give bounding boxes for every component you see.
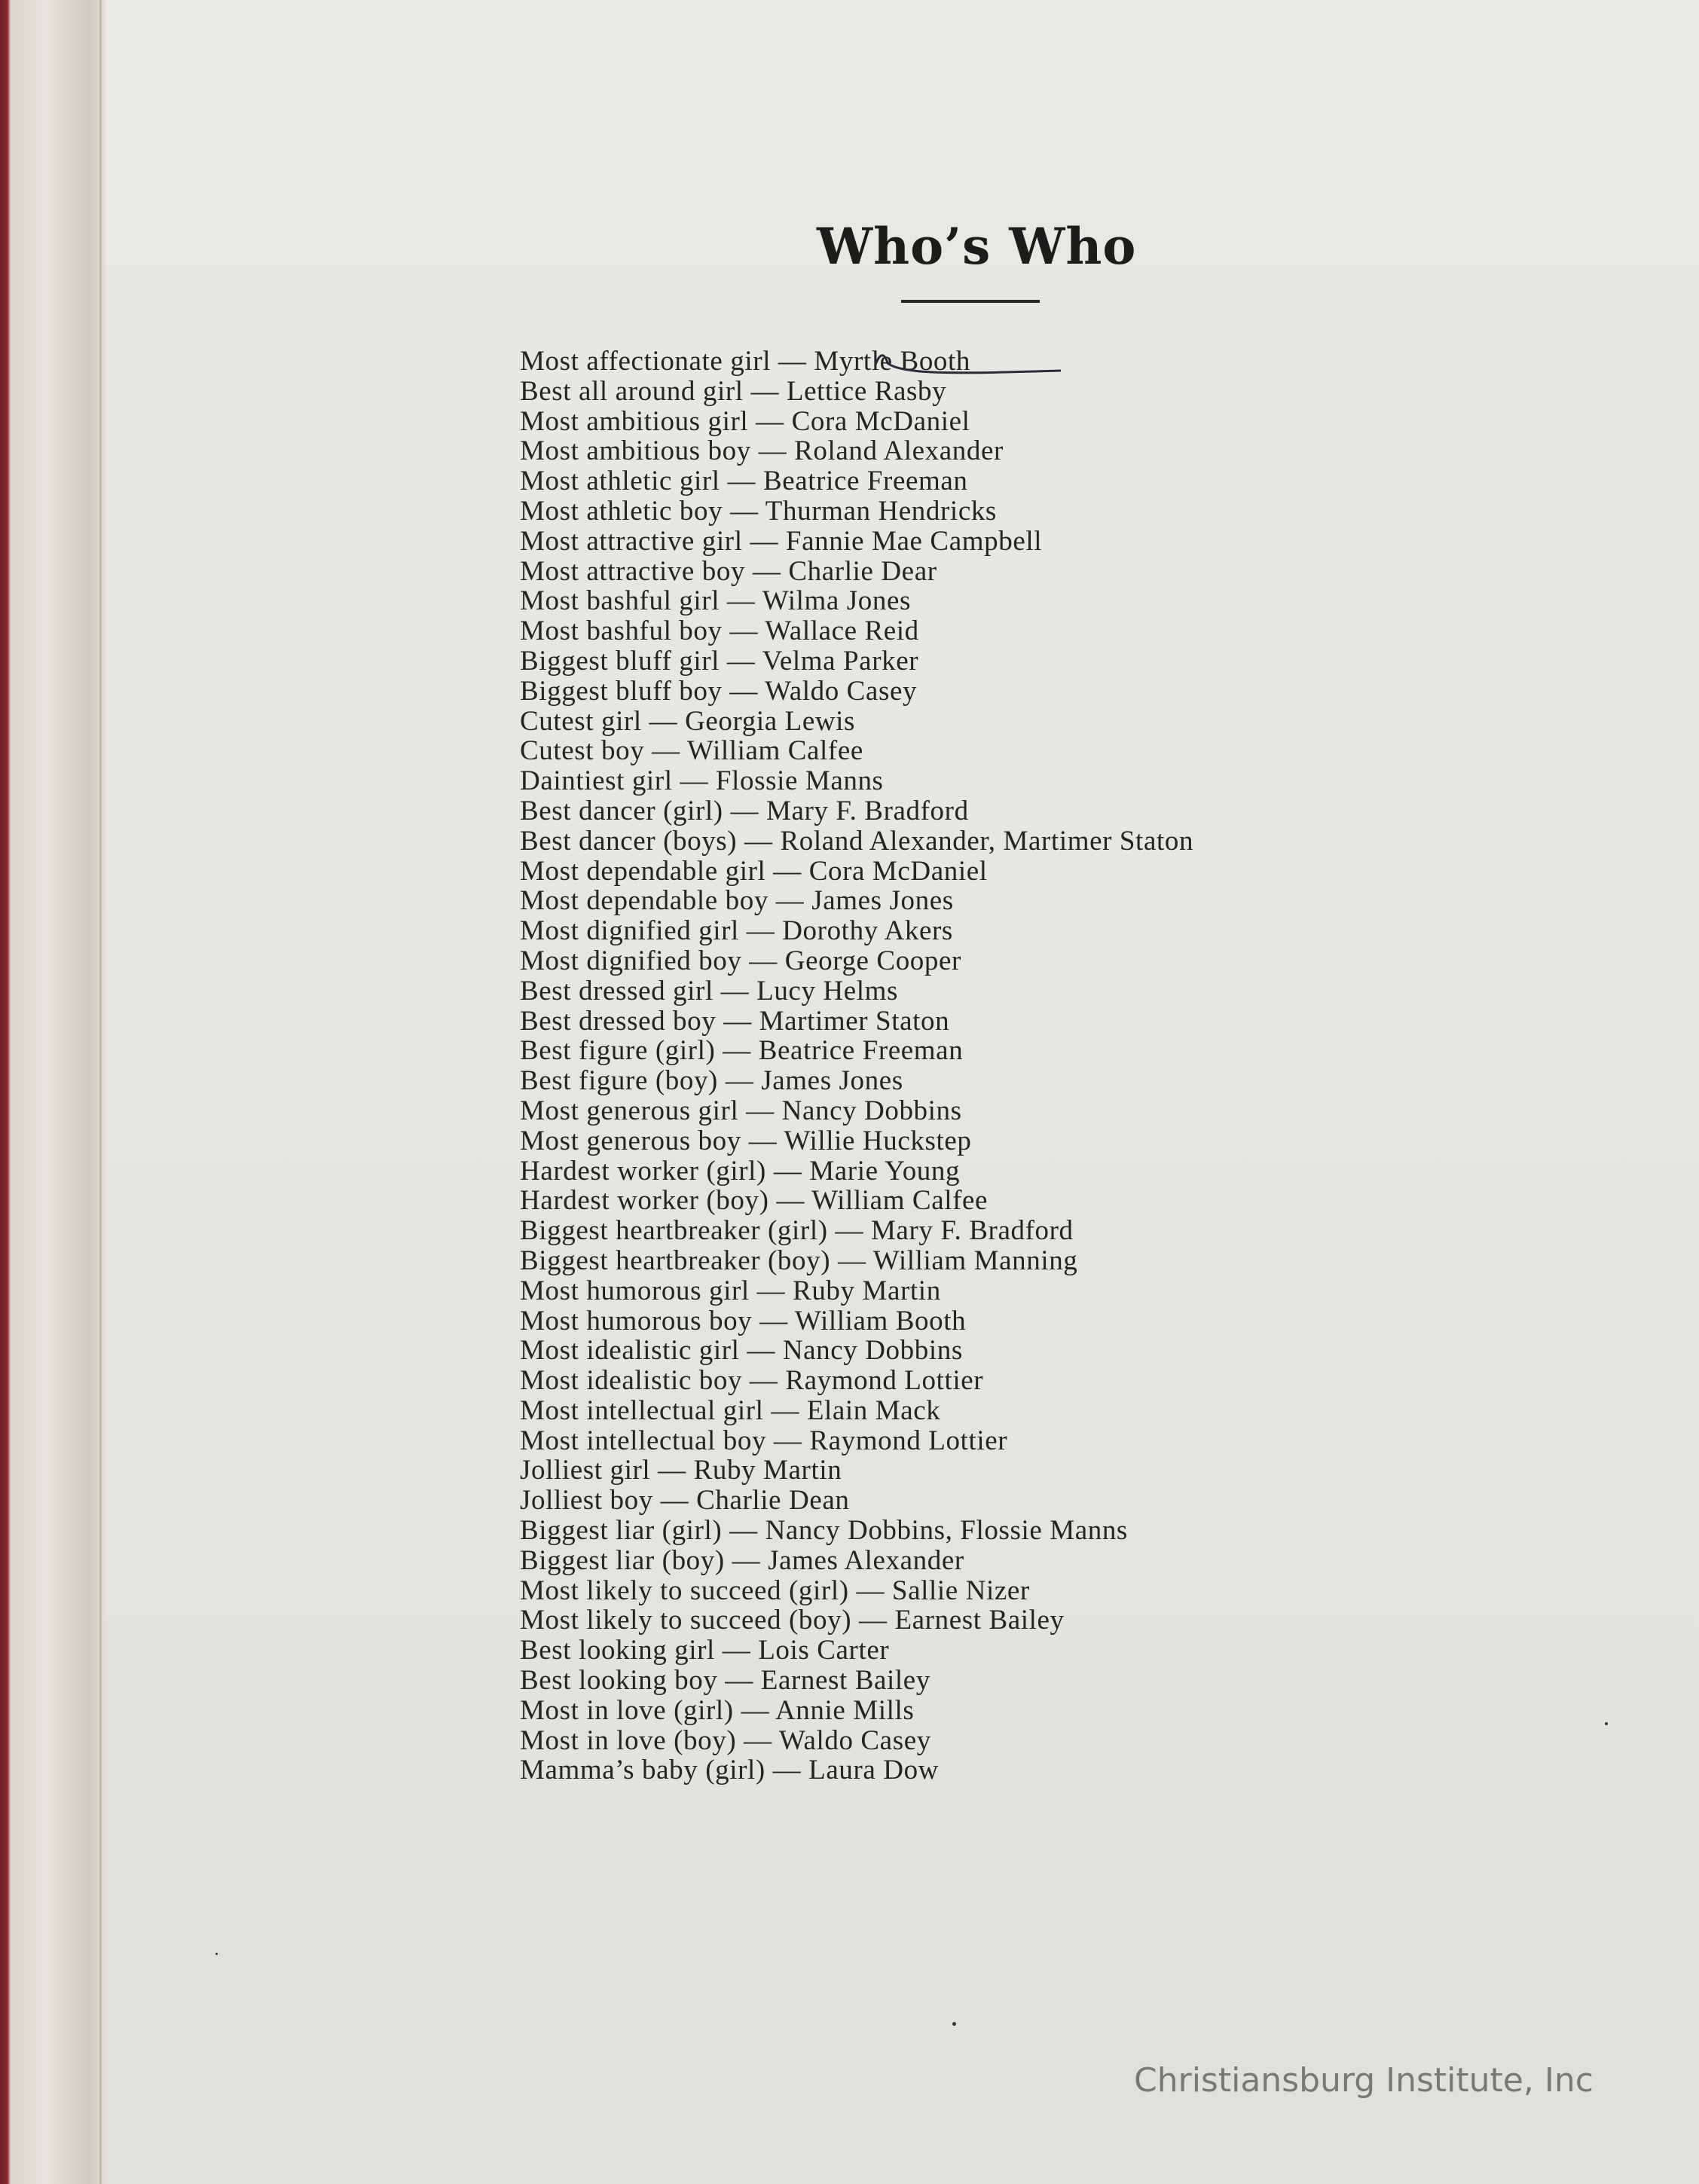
list-item: Best dancer (girl) — Mary F. Bradford	[520, 795, 969, 826]
list-item: Most athletic girl — Beatrice Freeman	[520, 466, 968, 497]
list-item: Most in love (girl) — Annie Mills	[520, 1694, 915, 1726]
list-item: Most athletic boy — Thurman Hendricks	[520, 495, 997, 527]
ink-speck	[1605, 1722, 1608, 1725]
list-item: Most bashful boy — Wallace Reid	[520, 615, 919, 647]
list-item: Most intellectual boy — Raymond Lottier	[520, 1425, 1008, 1456]
list-item: Most likely to succeed (boy) — Earnest Bailey	[520, 1605, 1065, 1636]
list-item: Best looking girl — Lois Carter	[520, 1635, 890, 1666]
list-item: Most humorous boy — William Booth	[520, 1305, 967, 1336]
list-item: Hardest worker (girl) — Marie Young	[520, 1155, 961, 1187]
list-item: Biggest liar (boy) — James Alexander	[520, 1544, 964, 1576]
list-item: Best dressed boy — Martimer Staton	[520, 1005, 950, 1037]
list-item: Most likely to succeed (girl) — Sallie Nizer	[520, 1575, 1030, 1606]
ink-speck	[952, 2022, 956, 2026]
list-item: Best figure (girl) — Beatrice Freeman	[520, 1035, 964, 1067]
list-item: Most bashful girl — Wilma Jones	[520, 585, 911, 617]
list-item: Biggest liar (girl) — Nancy Dobbins, Flossie Manns	[520, 1515, 1128, 1547]
list-item: Best dressed girl — Lucy Helms	[520, 975, 898, 1006]
ink-speck	[215, 1953, 218, 1955]
list-item: Most dignified girl — Dorothy Akers	[520, 915, 953, 947]
book-spine	[0, 0, 105, 2184]
list-item: Most attractive boy — Charlie Dear	[520, 555, 937, 587]
list-item: Most generous boy — Willie Huckstep	[520, 1125, 972, 1156]
list-item: Best figure (boy) — James Jones	[520, 1065, 903, 1097]
handwritten-underline-mark	[872, 348, 1065, 378]
list-item: Hardest worker (boy) — William Calfee	[520, 1185, 989, 1217]
page-title: Who’s Who	[817, 217, 1137, 276]
list-item: Biggest heartbreaker (girl) — Mary F. Bradford	[520, 1215, 1074, 1247]
list-item: Most intellectual girl — Elain Mack	[520, 1394, 941, 1426]
list-item: Most ambitious girl — Cora McDaniel	[520, 405, 970, 437]
list-item: Cutest girl — Georgia Lewis	[520, 705, 856, 737]
title-underline	[901, 300, 1040, 303]
whos-who-list	[520, 347, 1424, 1785]
list-item: Daintiest girl — Flossie Manns	[520, 765, 884, 797]
list-item: Most generous girl — Nancy Dobbins	[520, 1095, 962, 1126]
list-item: Biggest heartbreaker (boy) — William Manning	[520, 1245, 1078, 1276]
list-item: Most dependable girl — Cora McDaniel	[520, 855, 988, 887]
list-item: Most affectionate girl — Myrtle Booth	[520, 346, 970, 377]
list-item: Jolliest girl — Ruby Martin	[520, 1455, 842, 1486]
page-edge-line	[99, 0, 102, 2184]
list-item: Biggest bluff boy — Waldo Casey	[520, 675, 918, 707]
list-item: Best all around girl — Lettice Rasby	[520, 375, 947, 407]
list-item: Most attractive girl — Fannie Mae Campbell	[520, 525, 1043, 557]
watermark: Christiansburg Institute, Inc	[1134, 2061, 1594, 2100]
list-item: Best looking boy — Earnest Bailey	[520, 1665, 930, 1697]
list-item: Jolliest boy — Charlie Dean	[520, 1485, 850, 1517]
list-item: Mamma’s baby (girl) — Laura Dow	[520, 1755, 939, 1786]
list-item: Most ambitious boy — Roland Alexander	[520, 435, 1004, 467]
list-item: Biggest bluff girl — Velma Parker	[520, 645, 919, 677]
list-item: Most in love (boy) — Waldo Casey	[520, 1724, 931, 1756]
list-item: Most humorous girl — Ruby Martin	[520, 1275, 941, 1306]
list-item: Cutest boy — William Calfee	[520, 735, 863, 767]
list-item: Most idealistic girl — Nancy Dobbins	[520, 1335, 963, 1367]
list-item: Most dignified boy — George Cooper	[520, 945, 961, 976]
list-item: Best dancer (boys) — Roland Alexander, Martimer Staton	[520, 825, 1194, 857]
list-item: Most dependable boy — James Jones	[520, 885, 954, 917]
list-item: Most idealistic boy — Raymond Lottier	[520, 1365, 984, 1397]
